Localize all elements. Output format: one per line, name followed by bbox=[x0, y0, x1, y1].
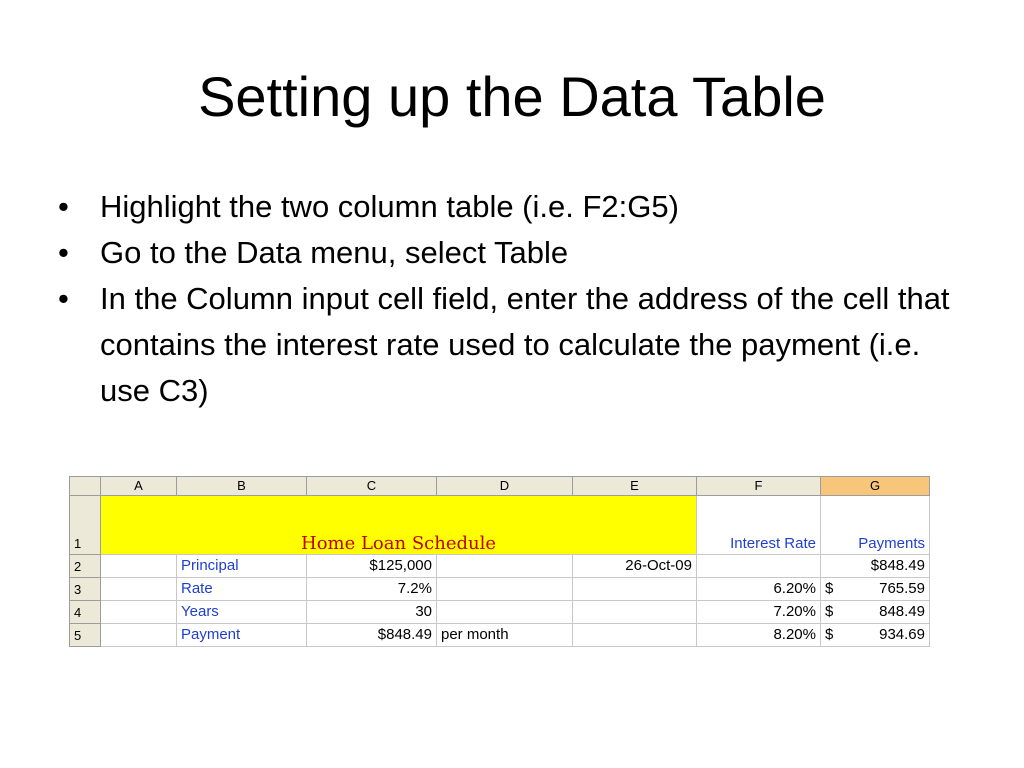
rate-cell[interactable]: 6.20% bbox=[697, 578, 821, 601]
spreadsheet-table bbox=[69, 476, 930, 647]
cell[interactable] bbox=[101, 578, 177, 601]
cell[interactable] bbox=[101, 624, 177, 647]
column-header-g[interactable]: G bbox=[821, 477, 930, 496]
slide-title: Setting up the Data Table bbox=[198, 65, 826, 128]
interest-rate-header-cell[interactable]: Interest Rate bbox=[697, 496, 821, 555]
cell[interactable] bbox=[437, 578, 573, 601]
currency-symbol: $ bbox=[825, 626, 834, 643]
table-row bbox=[70, 496, 930, 555]
bullet-item bbox=[56, 230, 976, 276]
rate-cell[interactable] bbox=[697, 555, 821, 578]
payment-cell[interactable] bbox=[821, 578, 930, 601]
payment-value: $848.49 bbox=[870, 557, 925, 574]
bullet-icon: • bbox=[58, 189, 69, 224]
table-row bbox=[70, 624, 930, 647]
date-cell[interactable]: 26-Oct-09 bbox=[573, 555, 697, 578]
label-cell[interactable]: Principal bbox=[177, 555, 307, 578]
row-header[interactable]: 1 bbox=[70, 496, 101, 555]
cell[interactable] bbox=[101, 555, 177, 578]
table-row bbox=[70, 555, 930, 578]
cell[interactable] bbox=[573, 624, 697, 647]
bullet-list bbox=[56, 184, 976, 414]
row-header[interactable]: 2 bbox=[70, 555, 101, 578]
rate-cell[interactable]: 7.20% bbox=[697, 601, 821, 624]
cell[interactable] bbox=[437, 555, 573, 578]
payment-value: 848.49 bbox=[879, 603, 925, 620]
unit-cell[interactable]: per month bbox=[437, 624, 573, 647]
select-all-corner[interactable] bbox=[70, 477, 101, 496]
cell[interactable] bbox=[101, 601, 177, 624]
row-header[interactable]: 4 bbox=[70, 601, 101, 624]
column-header-a[interactable]: A bbox=[101, 477, 177, 496]
table-row bbox=[70, 601, 930, 624]
bullet-icon: • bbox=[58, 281, 69, 316]
column-header-f[interactable]: F bbox=[697, 477, 821, 496]
bullet-item bbox=[56, 276, 976, 414]
row-header[interactable]: 5 bbox=[70, 624, 101, 647]
value-cell[interactable]: $125,000 bbox=[307, 555, 437, 578]
rate-cell[interactable]: 8.20% bbox=[697, 624, 821, 647]
cell[interactable] bbox=[437, 601, 573, 624]
column-header-row bbox=[70, 477, 930, 496]
bullet-text: Highlight the two column table (i.e. F2:G5) bbox=[100, 189, 679, 224]
bullet-icon: • bbox=[58, 235, 69, 270]
payment-cell[interactable] bbox=[821, 601, 930, 624]
label-cell[interactable]: Years bbox=[177, 601, 307, 624]
currency-symbol: $ bbox=[825, 603, 834, 620]
row-header[interactable]: 3 bbox=[70, 578, 101, 601]
value-cell[interactable]: $848.49 bbox=[307, 624, 437, 647]
cell[interactable] bbox=[573, 601, 697, 624]
payment-value: 765.59 bbox=[879, 580, 925, 597]
label-cell[interactable]: Payment bbox=[177, 624, 307, 647]
payment-value: 934.69 bbox=[879, 626, 925, 643]
column-header-c[interactable]: C bbox=[307, 477, 437, 496]
column-header-d[interactable]: D bbox=[437, 477, 573, 496]
column-header-b[interactable]: B bbox=[177, 477, 307, 496]
currency-symbol: $ bbox=[825, 580, 834, 597]
payments-header-cell[interactable]: Payments bbox=[821, 496, 930, 555]
table-row bbox=[70, 578, 930, 601]
payment-cell[interactable] bbox=[821, 624, 930, 647]
banner-cell[interactable]: Home Loan Schedule bbox=[101, 496, 697, 555]
value-cell[interactable]: 7.2% bbox=[307, 578, 437, 601]
bullet-item bbox=[56, 184, 976, 230]
cell[interactable] bbox=[573, 578, 697, 601]
column-header-e[interactable]: E bbox=[573, 477, 697, 496]
payment-cell[interactable] bbox=[821, 555, 930, 578]
bullet-text: In the Column input cell field, enter the address of the cell that contains the interest rate used to calculate the payment (i.e. use C3) bbox=[100, 281, 950, 408]
label-cell[interactable]: Rate bbox=[177, 578, 307, 601]
bullet-text: Go to the Data menu, select Table bbox=[100, 235, 569, 270]
value-cell[interactable]: 30 bbox=[307, 601, 437, 624]
